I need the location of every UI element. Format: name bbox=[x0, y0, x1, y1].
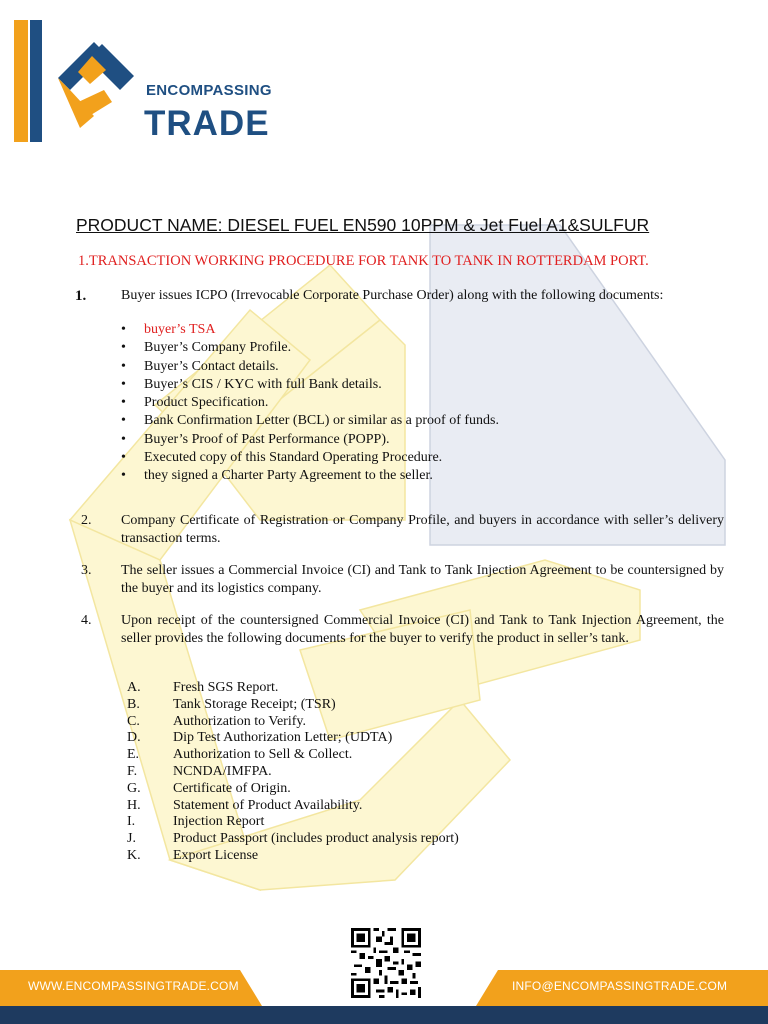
list-item bbox=[127, 813, 459, 830]
step-number: 2. bbox=[81, 513, 92, 528]
step-text: Buyer issues ICPO (Irrevocable Corporate Purchase Order) along with the following documents: bbox=[121, 288, 664, 303]
footer-website-link[interactable]: WWW.ENCOMPASSINGTRADE.COM bbox=[28, 979, 239, 993]
item-text: Dip Test Authorization Letter; (UDTA) bbox=[173, 730, 393, 746]
item-text: Fresh SGS Report. bbox=[173, 680, 279, 695]
seller-documents-list bbox=[127, 679, 459, 864]
item-letter: F. bbox=[127, 763, 138, 779]
brand-name-line1: ENCOMPASSING bbox=[146, 82, 272, 99]
company-logo-icon bbox=[14, 20, 136, 142]
item-text: Injection Report bbox=[173, 814, 265, 830]
item-letter: G. bbox=[127, 780, 141, 796]
list-item: • Buyer’s Proof of Past Performance (POPP). bbox=[121, 431, 499, 449]
list-item: • Executed copy of this Standard Operating Procedure. bbox=[121, 449, 499, 467]
item-text: Tank Storage Receipt; (TSR) bbox=[173, 696, 336, 712]
item-text: Export License bbox=[173, 847, 259, 863]
item-text: Authorization to Verify. bbox=[173, 713, 306, 729]
list-item bbox=[127, 729, 459, 746]
step-number: 3. bbox=[81, 563, 92, 578]
brand-name-line2: TRADE bbox=[144, 104, 270, 143]
item-letter: A. bbox=[127, 680, 141, 695]
step-text: The seller issues a Commercial Invoice (CI) and Tank to Tank Injection Agreement to be countersigned by the buyer and its logistics company. bbox=[121, 563, 724, 596]
item-text: Product Passport (includes product analysis report) bbox=[173, 831, 459, 847]
list-item: • they signed a Charter Party Agreement to the seller. bbox=[121, 467, 499, 485]
item-letter: J. bbox=[127, 831, 136, 847]
step-number: 4. bbox=[81, 613, 92, 628]
step-number: 1. bbox=[75, 288, 87, 304]
list-item: • Bank Confirmation Letter (BCL) or similar as a proof of funds. bbox=[121, 412, 499, 430]
product-title: PRODUCT NAME: DIESEL FUEL EN590 10PPM & Jet Fuel A1&SULFUR bbox=[76, 215, 650, 235]
list-item: • Buyer’s CIS / KYC with full Bank details. bbox=[121, 376, 499, 394]
item-letter: K. bbox=[127, 847, 141, 863]
list-item: • Buyer’s Contact details. bbox=[121, 358, 499, 376]
list-item bbox=[127, 696, 459, 713]
item-letter: H. bbox=[127, 797, 141, 813]
list-item bbox=[127, 780, 459, 797]
list-item bbox=[127, 797, 459, 814]
list-item bbox=[127, 746, 459, 763]
list-item bbox=[127, 830, 459, 847]
item-letter: D. bbox=[127, 730, 141, 746]
item-text: Certificate of Origin. bbox=[173, 780, 291, 796]
item-text: Authorization to Sell & Collect. bbox=[173, 747, 353, 763]
item-text: Statement of Product Availability. bbox=[173, 797, 363, 813]
buyer-documents-list bbox=[121, 321, 499, 486]
step-text: Upon receipt of the countersigned Commercial Invoice (CI) and Tank to Tank Injection Agreement, the seller provides the following documents for the buyer to verify the product in seller’s tank. bbox=[121, 613, 724, 646]
list-item: • Buyer’s Company Profile. bbox=[121, 339, 499, 357]
list-item bbox=[127, 847, 459, 864]
list-item: • buyer’s TSA bbox=[121, 321, 499, 339]
item-letter: B. bbox=[127, 696, 140, 712]
step-text: Company Certificate of Registration or Company Profile, and buyers in accordance with seller’s delivery transaction terms. bbox=[121, 513, 724, 546]
list-item bbox=[127, 763, 459, 780]
item-text: NCNDA/IMFPA. bbox=[173, 763, 272, 779]
list-item: • Product Specification. bbox=[121, 394, 499, 412]
list-item bbox=[127, 713, 459, 730]
item-letter: C. bbox=[127, 713, 140, 729]
item-letter: I. bbox=[127, 814, 136, 830]
list-item bbox=[127, 679, 459, 696]
qr-code-icon[interactable] bbox=[350, 928, 422, 998]
footer-email-link[interactable]: INFO@ENCOMPASSINGTRADE.COM bbox=[512, 979, 728, 993]
section-heading: 1.TRANSACTION WORKING PROCEDURE FOR TANK TO TANK IN ROTTERDAM PORT. bbox=[78, 253, 649, 269]
item-letter: E. bbox=[127, 747, 140, 763]
